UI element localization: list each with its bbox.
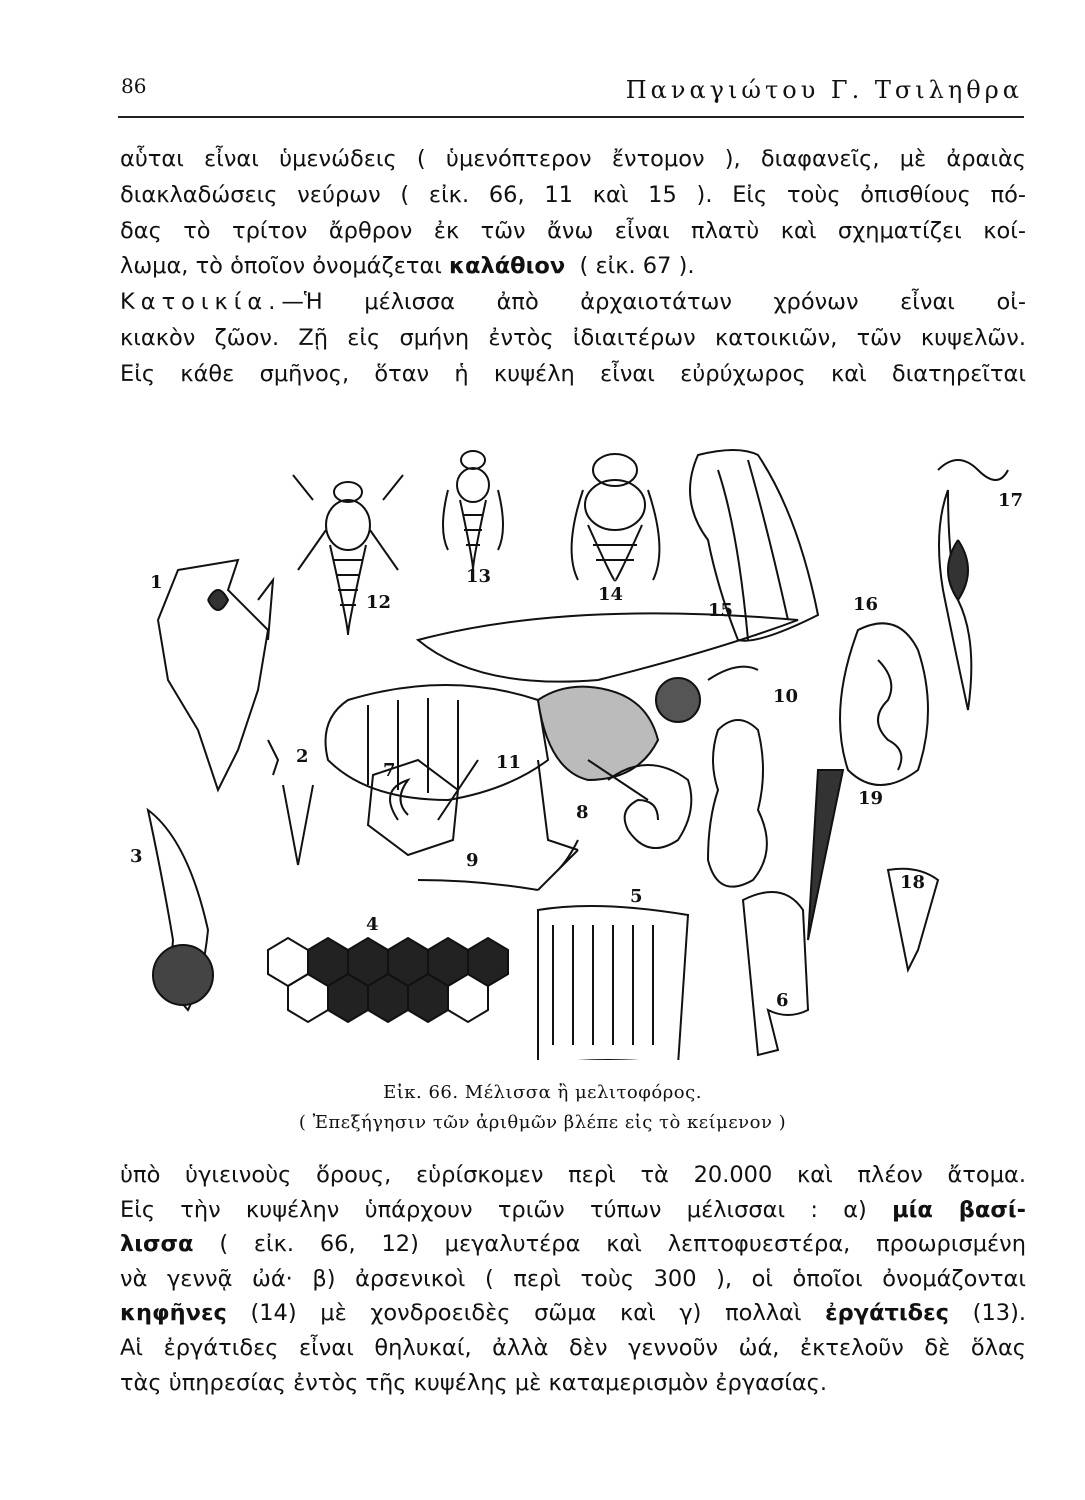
drawing-13-worker	[443, 451, 503, 570]
figure-label: 13	[466, 566, 492, 587]
text-line: Εἰς κάθε σμῆνος, ὅταν ἡ κυψέλη εἶναι εὐρύχωρος καὶ διατηρεῖται	[120, 360, 1026, 387]
bee-illustration-figure	[118, 430, 1038, 1060]
running-title: Παναγιώτου Γ. Τσιληθρα	[625, 76, 1023, 104]
top-text-block	[120, 142, 1026, 393]
text-fragment: (14) μὲ χονδροειδὲς σῶμα καὶ γ) πολλαὶ	[250, 1300, 802, 1327]
text-fragment: ( εἰκ. 66, 12) μεγαλυτέρα καὶ λεπτοφυεστέρα, προωρισμένη	[219, 1231, 1026, 1258]
section-heading: Κατοικία.	[120, 289, 282, 316]
text-line: Αἱ ἐργάτιδες εἶναι θηλυκαί, ἀλλὰ δὲν γεννοῦν ὠά, ἐκτελοῦν δὲ ὅλας	[120, 1334, 1026, 1361]
text-fragment: λωμα, τὸ ὁποῖον ὀνομάζεται	[120, 253, 442, 280]
drawing-8-larva	[608, 765, 691, 848]
text-line: τὰς ὑπηρεσίας ἐντὸς τῆς κυψέλης μὲ καταμερισμὸν ἐργασίας.	[120, 1369, 828, 1396]
text-line: κιακὸν ζῶον. Ζῇ εἰς σμήνη ἐντὸς ἰδιαιτέρων κατοικιῶν, τῶν κυψελῶν.	[120, 324, 1026, 351]
drawing-14-drone	[572, 454, 660, 580]
drawing-5-comb-section	[538, 906, 688, 1060]
figure-label: 9	[466, 850, 479, 871]
figure-label: 1	[150, 572, 163, 593]
bold-term: ἐργάτιδες	[825, 1300, 950, 1327]
figure-label: 14	[598, 584, 624, 605]
figure-label: 5	[630, 886, 643, 907]
text-fragment: Εἰς τὴν κυψέλην ὑπάρχουν τριῶν τύπων μέλισσαι : α)	[120, 1196, 867, 1223]
drawing-19-sting	[808, 770, 843, 940]
figure-label: 7	[383, 760, 396, 781]
figure-label: 2	[296, 746, 309, 767]
figure-label: 16	[853, 594, 879, 615]
text-line: ὑπὸ ὑγιεινοὺς ὅρους, εὑρίσκομεν περὶ τὰ 20.000 καὶ πλέον ἄτομα.	[120, 1162, 1026, 1188]
text-line: διακλαδώσεις νεύρων ( εἰκ. 66, 11 καὶ 15 ). Εἰς τοὺς ὀπισθίους πό-	[120, 181, 1026, 208]
header-rule	[118, 116, 1024, 118]
drawing-4-honeycomb	[268, 938, 508, 1022]
drawing-6-tissue	[743, 892, 808, 1055]
bold-term: λισσα	[120, 1231, 194, 1258]
page-number: 86	[121, 74, 147, 98]
bold-term: καλάθιον	[449, 253, 566, 280]
text-line: αὗται εἶναι ὑμενώδεις ( ὑμενόπτερον ἔντομον ), διαφανεῖς, μὲ ἀραιὰς	[120, 146, 1026, 172]
figure-label: 10	[773, 686, 799, 707]
drawing-11-bee	[326, 613, 799, 850]
text-line	[120, 285, 1026, 321]
figure-label: 15	[708, 600, 734, 621]
drawing-9-branch	[418, 840, 578, 890]
text-line: νὰ γεννᾷ ὠά· β) ἀρσενικοὶ ( περὶ τοὺς 300 ), οἱ ὁποῖοι ὀνομάζονται	[120, 1265, 1026, 1292]
figure-label: 18	[900, 872, 926, 893]
bold-term: κηφῆνες	[120, 1300, 227, 1327]
text-fragment: (13).	[972, 1300, 1026, 1327]
figure-label: 11	[496, 752, 522, 773]
text-line: δας τὸ τρίτον ἄρθρον ἐκ τῶν ἄνω εἶναι πλατὺ καὶ σχηματίζει κοί-	[120, 217, 1026, 244]
figure-caption-note: ( Ἐπεξήγησιν τῶν ἀριθμῶν βλέπε εἰς τὸ κείμενον )	[298, 1112, 787, 1133]
figure-label: 12	[366, 592, 392, 613]
bottom-text-block	[120, 1158, 1026, 1400]
text-line	[120, 249, 1026, 285]
figure-label: 3	[130, 846, 143, 867]
bold-term: μία βασί-	[892, 1196, 1026, 1223]
figure-label: 4	[366, 914, 379, 935]
figure-label: 8	[576, 802, 589, 823]
figure-caption: Εἰκ. 66. Μέλισσα ἢ μελιτοφόρος.	[383, 1082, 702, 1103]
figure-label: 6	[776, 990, 789, 1011]
figure-label: 19	[858, 788, 884, 809]
text-fragment: ( εἰκ. 67 ).	[579, 253, 695, 280]
figure-label: 17	[998, 490, 1024, 511]
bee-illustration	[118, 430, 1038, 1060]
drawing-10-pupa	[708, 720, 767, 887]
drawing-7-cell	[368, 760, 458, 855]
text-line	[120, 1296, 1026, 1331]
text-fragment: —Ἡ μέλισσα ἀπὸ ἀρχαιοτάτων χρόνων εἶναι οἰ-	[281, 289, 1026, 316]
drawing-2-sting-detail	[268, 740, 278, 775]
text-line	[120, 1193, 1026, 1228]
text-line	[120, 1227, 1026, 1262]
